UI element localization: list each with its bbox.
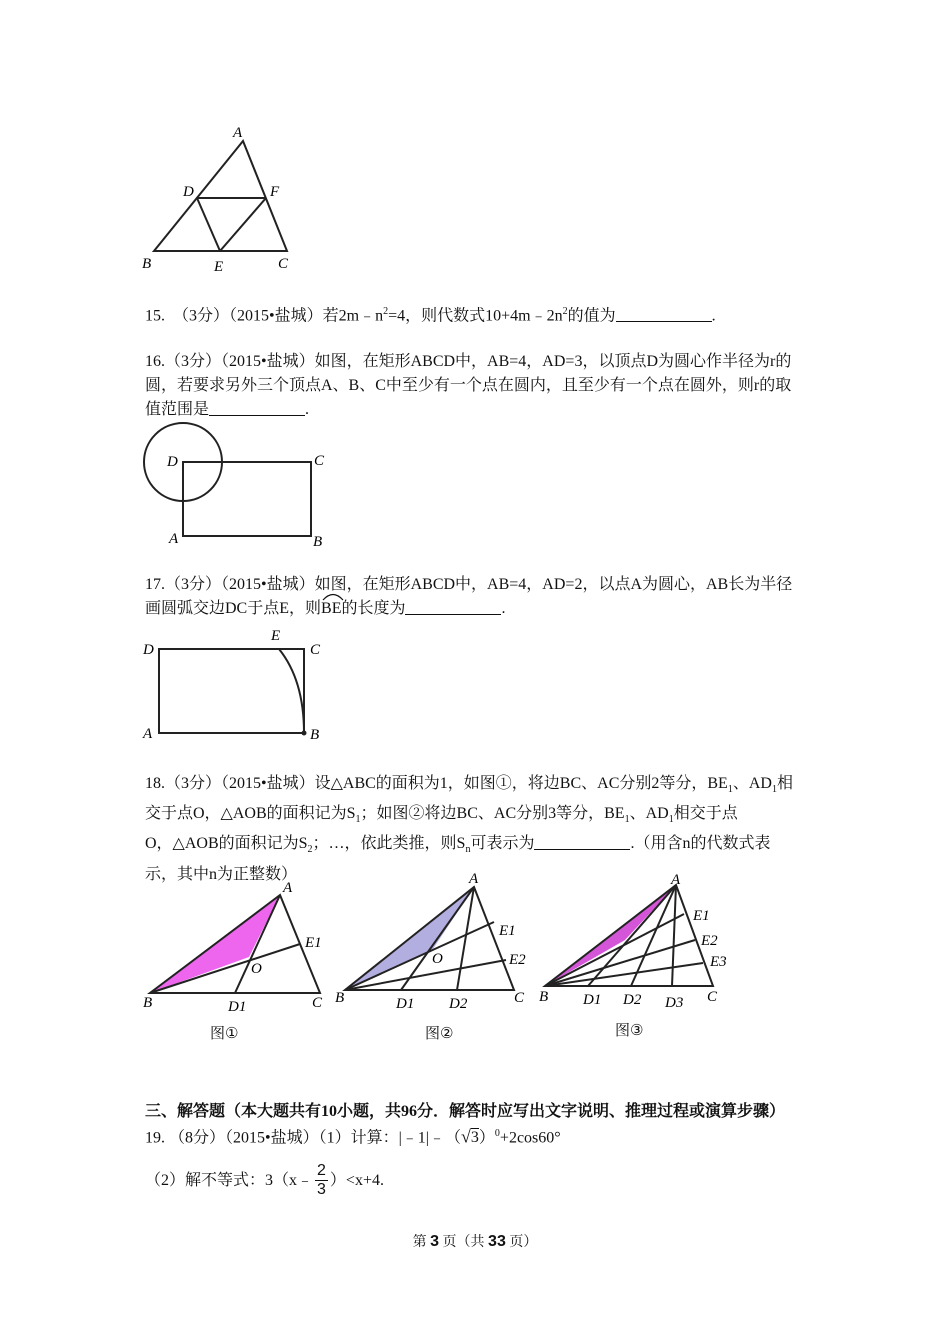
label-o: O (251, 961, 262, 977)
figure-q14-triangle (140, 120, 300, 275)
label-a: A (143, 726, 153, 742)
answer-blank[interactable] (405, 598, 501, 615)
question-19: 19. （8分）（2015•盐城）（1）计算：$|﹣1|﹣(√3)^0+2\cos 60^\circ$ （2）解不等式：3（x﹣ 2 3 ）<x+4. (145, 1126, 561, 1199)
total-pages: 33 (488, 1233, 506, 1250)
section-heading: 三、解答题（本大题共有10小题，共96分．解答时应写出文字说明、推理过程或演算步骤） (145, 1103, 786, 1120)
label-d: D (167, 454, 178, 470)
question-18: 18.（3分）（2015•盐城）设△ABC的面积为1，如图①，将边BC、AC分别2等分，$BE_1$、$AD_1$相 交于点O，△AOB的面积记为$S_1$；如图②将边BC、AC分别3等分，$BE_1$、$AD_1$相交于点 O，△AOB的面积记为$S_2$；…，依此类推，则$S_n$可表示为 .（用含n的代数式表 示，其中n为正整数） (145, 775, 793, 883)
figure-caption-1: 图① (210, 1024, 239, 1042)
label-e2: E2 (509, 952, 526, 968)
label-d1: D1 (396, 996, 415, 1012)
label-d2: D2 (449, 996, 468, 1012)
fraction: 2 3 (317, 1162, 326, 1199)
label-c: C (314, 453, 325, 469)
label-c: C (312, 995, 323, 1011)
figure-q18-2 (333, 870, 533, 1020)
label-e1: E1 (499, 923, 516, 939)
label-e3: E3 (710, 954, 727, 970)
label-b: B (335, 990, 345, 1006)
label-d1: D1 (228, 999, 247, 1015)
label-a: A (233, 125, 243, 141)
page-footer: 第 3 页（共 33 页） (412, 1233, 538, 1250)
label-e: E (214, 259, 224, 275)
page-number: 3 (430, 1233, 440, 1250)
label-d2: D2 (623, 992, 642, 1008)
figure-q18-1 (140, 875, 340, 1020)
label-e1: E1 (305, 935, 322, 951)
label-e: E (271, 628, 281, 644)
label-c: C (278, 256, 289, 272)
label-d3: D3 (665, 995, 684, 1011)
figure-q16-rectangle-circle (140, 420, 340, 550)
figure-caption-2: 图② (425, 1024, 454, 1042)
label-d1: D1 (583, 992, 602, 1008)
label-a: A (671, 872, 681, 888)
question-16: 16.（3分）（2015•盐城）如图，在矩形ABCD中，AB=4，AD=3，以顶点D为圆心作半径为r的 圆，若要求另外三个顶点A、B、C中至少有一个点在圆内，且至少有一个点在圆外，则r的取 值范围是 . (145, 353, 792, 418)
label-c: C (514, 990, 525, 1006)
label-b: B (142, 256, 152, 272)
label-a: A (469, 871, 479, 887)
figure-caption-3: 图③ (615, 1021, 644, 1039)
figure-q18-3 (535, 868, 735, 1018)
answer-blank[interactable] (616, 305, 712, 322)
label-e1: E1 (693, 908, 710, 924)
answer-blank[interactable] (209, 399, 305, 416)
label-b: B (539, 989, 549, 1005)
label-d: D (143, 642, 154, 658)
label-e2: E2 (701, 933, 718, 949)
arc-be: BE (321, 600, 342, 617)
figure-q17-rectangle-arc (140, 625, 340, 745)
label-b: B (310, 727, 320, 743)
label-d: D (183, 184, 194, 200)
label-a: A (169, 531, 179, 547)
question-17: 17.（3分）（2015•盐城）如图，在矩形ABCD中，AB=4，AD=2，以点A为圆心，AB长为半径 画圆弧交边DC于点E，则 BE的长度为 . (145, 576, 793, 617)
label-b: B (313, 534, 323, 550)
label-o: O (432, 951, 443, 967)
sqrt-symbol: √ (461, 1126, 471, 1147)
question-15: 15. （3分）（2015•盐城）若$2m﹣n^2=4$，则代数式$10+4m﹣2n^2$的值为 . (145, 306, 716, 325)
answer-blank[interactable] (534, 833, 630, 850)
label-c: C (707, 989, 718, 1005)
arc-symbol (321, 591, 345, 601)
label-c: C (310, 642, 321, 658)
label-a: A (283, 880, 293, 896)
label-f: F (270, 184, 280, 200)
label-b: B (143, 995, 153, 1011)
